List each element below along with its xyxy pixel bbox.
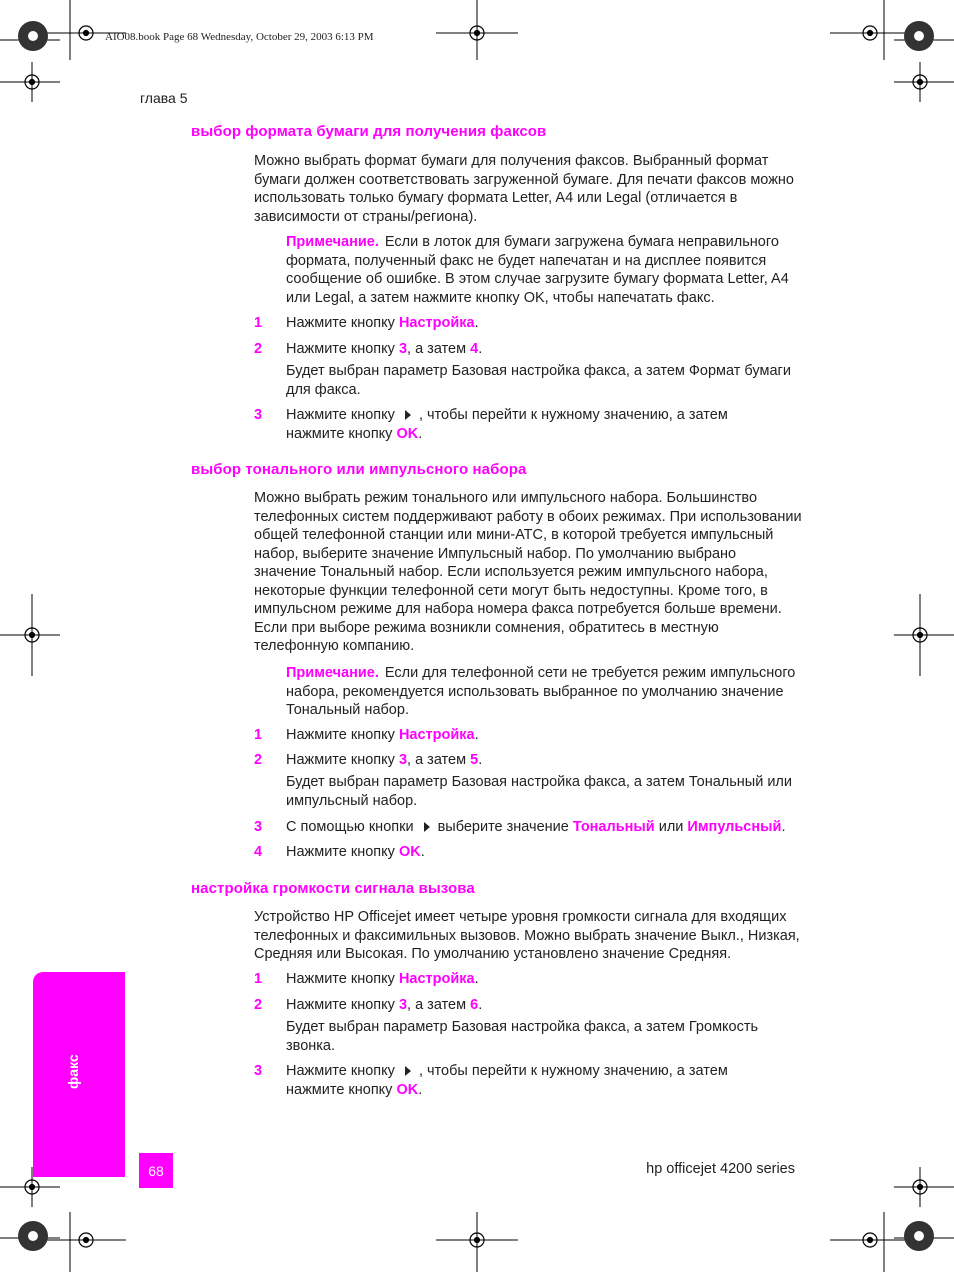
step-text: Нажмите кнопку [286, 844, 399, 860]
step-result: Будет выбран параметр Базовая настройка факса, а затем Громкость звонка. [286, 1019, 759, 1054]
step-number: 2 [254, 752, 263, 768]
section-intro: Устройство HP Officejet имеет четыре уровня громкости сигнала для входящих телефонных и факсимильных вызовов. Можно выбрать значение Выкл., Низкая, Средняя или Высокая. По умолчанию установлено значение Средняя. [254, 909, 800, 962]
step [254, 996, 802, 1015]
section-intro: Можно выбрать режим тонального или импульсного набора. Большинство телефонных систем поддерживают работу в обоих режимах. При использовании общей телефонной станции или мини-АТС, в которой требуется импульсный набор, выберите значение Импульсный набор. По умолчанию выбрано значение Тональный набор. Если используется режим импульсного набора, некоторые функции телефонной сети могут быть недоступны. Кроме того, в импульсном режиме для набора номера факса потребуется больше времени. Если при выборе режима возникли сомнения, обратитесь в местную телефонную компанию. [254, 490, 802, 654]
step-text: . [418, 425, 423, 442]
step-text: . [474, 315, 479, 331]
step-result: Будет выбран параметр Базовая настройка факса, а затем Формат бумаги для факса. [286, 363, 791, 398]
step-text: . [418, 1081, 423, 1098]
step-text: . [781, 819, 786, 835]
step-text: , чтобы перейти к нужному значению, а затем нажмите кнопку [286, 407, 728, 442]
key-name: 3 [398, 752, 408, 768]
step-text: Нажмите кнопку [286, 997, 399, 1013]
note-label: Примечание. [286, 665, 379, 681]
key-name: OK [398, 844, 421, 860]
step [254, 751, 802, 770]
key-name: Тональный [572, 819, 655, 835]
step-text: . [474, 971, 479, 987]
step-text: или [654, 819, 688, 835]
step [254, 314, 802, 333]
note-label: Примечание. [286, 234, 379, 250]
section-title: выбор формата бумаги для получения факсов [191, 123, 547, 140]
step-text: Нажмите кнопку [286, 971, 399, 987]
step-text: , чтобы перейти к нужному значению, а затем нажмите кнопку [286, 1063, 728, 1098]
step-text: , а затем [407, 341, 471, 357]
step [254, 726, 802, 745]
step-text: Нажмите кнопку [286, 1063, 399, 1079]
step-number: 3 [254, 1063, 263, 1079]
key-name: 5 [470, 752, 479, 768]
right-arrow-icon [424, 822, 430, 832]
side-tab-label: факс [65, 1054, 81, 1090]
step-number: 3 [254, 819, 263, 835]
section-title: выбор тонального или импульсного набора [191, 461, 527, 478]
step-text: Нажмите кнопку [286, 727, 399, 743]
step-text: . [478, 997, 483, 1013]
step-number: 3 [254, 407, 263, 423]
right-arrow-icon [405, 410, 411, 420]
key-name: 6 [470, 997, 479, 1013]
step-text: Нажмите кнопку [286, 752, 399, 768]
step-number: 1 [254, 971, 263, 987]
print-header: AIO08.book Page 68 Wednesday, October 29, 2003 6:13 PM [105, 31, 374, 43]
step [254, 340, 802, 359]
step-number: 1 [254, 727, 263, 743]
chapter-label: глава 5 [140, 90, 188, 106]
step-text: С помощью кнопки [286, 819, 418, 835]
step-text: Нажмите кнопку [286, 341, 399, 357]
step-number: 2 [254, 997, 263, 1013]
key-name: 4 [470, 341, 479, 357]
note-text: Если в лоток для бумаги загружена бумага неправильного формата, полученный факс не будет напечатан и на дисплее появится сообщение об ошибке. В этом случае загрузите бумагу формата Letter, A4 или Legal, а затем нажмите кнопку OK, чтобы напечатать факс. [286, 234, 789, 306]
page-number: 68 [139, 1153, 173, 1188]
step-text: Нажмите кнопку [286, 315, 399, 331]
note-text: Если для телефонной сети не требуется режим импульсного набора, рекомендуется использовать выбранное по умолчанию значение Тональный набор. [286, 665, 796, 718]
key-name: OK [396, 1081, 419, 1098]
step [254, 843, 802, 862]
step [254, 818, 802, 837]
key-name: 3 [398, 341, 408, 357]
note [286, 233, 798, 307]
step-text: , а затем [407, 997, 471, 1013]
side-tab [33, 972, 125, 1177]
step-text: . [474, 727, 479, 743]
key-name: Настройка [398, 971, 475, 987]
step-text: выберите значение [437, 819, 573, 835]
step-result: Будет выбран параметр Базовая настройка факса, а затем Тональный или импульсный набор. [286, 774, 792, 809]
step-number: 2 [254, 341, 263, 357]
step-number: 4 [254, 844, 263, 860]
section-title: настройка громкости сигнала вызова [191, 880, 475, 897]
step [254, 970, 802, 989]
key-name: Настройка [398, 727, 475, 743]
footer-text: hp officejet 4200 series [646, 1161, 795, 1177]
key-name: OK [396, 425, 419, 442]
key-name: 3 [398, 997, 408, 1013]
right-arrow-icon [405, 1066, 411, 1076]
step-number: 1 [254, 315, 263, 331]
step-text: Нажмите кнопку [286, 407, 399, 423]
step-text: . [478, 341, 483, 357]
step-text: . [478, 752, 483, 768]
step-text: . [420, 844, 425, 860]
step [254, 1062, 802, 1099]
key-name: Импульсный [687, 819, 782, 835]
note [286, 664, 798, 720]
key-name: Настройка [398, 315, 475, 331]
section-intro: Можно выбрать формат бумаги для получения факсов. Выбранный формат бумаги должен соответствовать загруженной бумаге. Для печати факсов можно использовать только бумагу формата Letter, A4 или Legal (отличается в зависимости от страны/региона). [254, 153, 794, 225]
step-text: , а затем [407, 752, 471, 768]
step [254, 406, 802, 443]
